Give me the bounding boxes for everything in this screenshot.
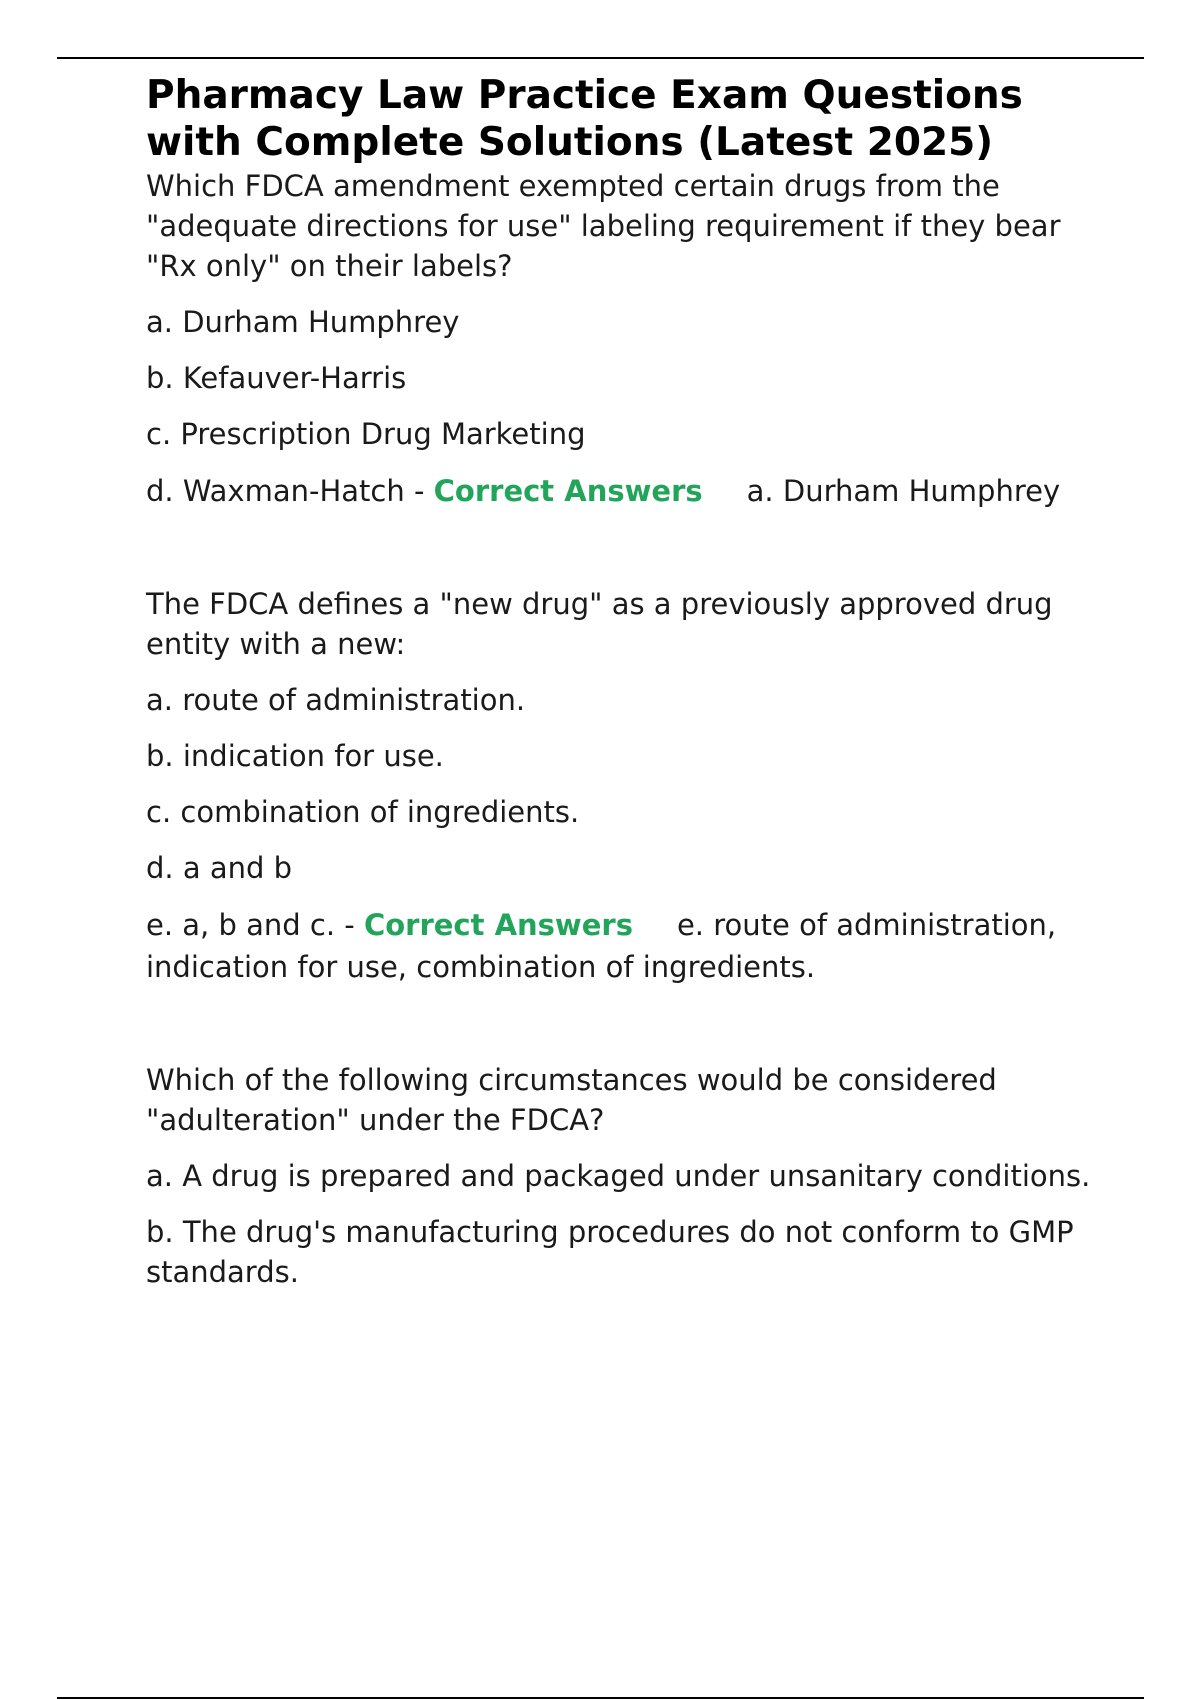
option-item: b. The drug's manufacturing procedures do not conform to GMP standards. bbox=[146, 1215, 1074, 1289]
answer-text: a. Durham Humphrey bbox=[746, 474, 1061, 508]
final-option-with-answer bbox=[146, 470, 1096, 512]
question-2 bbox=[146, 584, 1096, 988]
option-item: b. Kefauver-Harris bbox=[146, 361, 407, 395]
question-1 bbox=[146, 166, 1096, 512]
correct-answers-label: Correct Answers bbox=[433, 474, 703, 508]
bottom-divider bbox=[57, 1697, 1144, 1699]
document-title: Pharmacy Law Practice Exam Questions with Complete Solutions (Latest 2025) bbox=[146, 73, 1023, 165]
answer-text: e. route of administration, indication for use, combination of ingredients. bbox=[146, 908, 1057, 984]
option-item: c. combination of ingredients. bbox=[146, 795, 580, 829]
question-prompt: Which FDCA amendment exempted certain drugs from the "adequate directions for use" labeling requirement if they bear "Rx only" on their labels? bbox=[146, 169, 1061, 283]
final-option-with-answer bbox=[146, 904, 1096, 988]
document-body bbox=[146, 72, 1096, 1308]
option-item: d. Waxman-Hatch - bbox=[146, 474, 434, 508]
option-item: d. a and b bbox=[146, 851, 293, 885]
question-prompt: The FDCA defines a "new drug" as a previously approved drug entity with a new: bbox=[146, 587, 1053, 661]
question-prompt: Which of the following circumstances would be considered "adulteration" under the FDCA? bbox=[146, 1063, 997, 1137]
top-divider bbox=[57, 57, 1144, 59]
option-item: c. Prescription Drug Marketing bbox=[146, 417, 586, 451]
question-3 bbox=[146, 1060, 1096, 1292]
option-item: a. Durham Humphrey bbox=[146, 305, 460, 339]
option-item: a. A drug is prepared and packaged under unsanitary conditions. bbox=[146, 1159, 1091, 1193]
option-item: b. indication for use. bbox=[146, 739, 444, 773]
option-item: a. route of administration. bbox=[146, 683, 526, 717]
option-item: e. a, b and c. - bbox=[146, 908, 364, 942]
correct-answers-label: Correct Answers bbox=[363, 908, 633, 942]
